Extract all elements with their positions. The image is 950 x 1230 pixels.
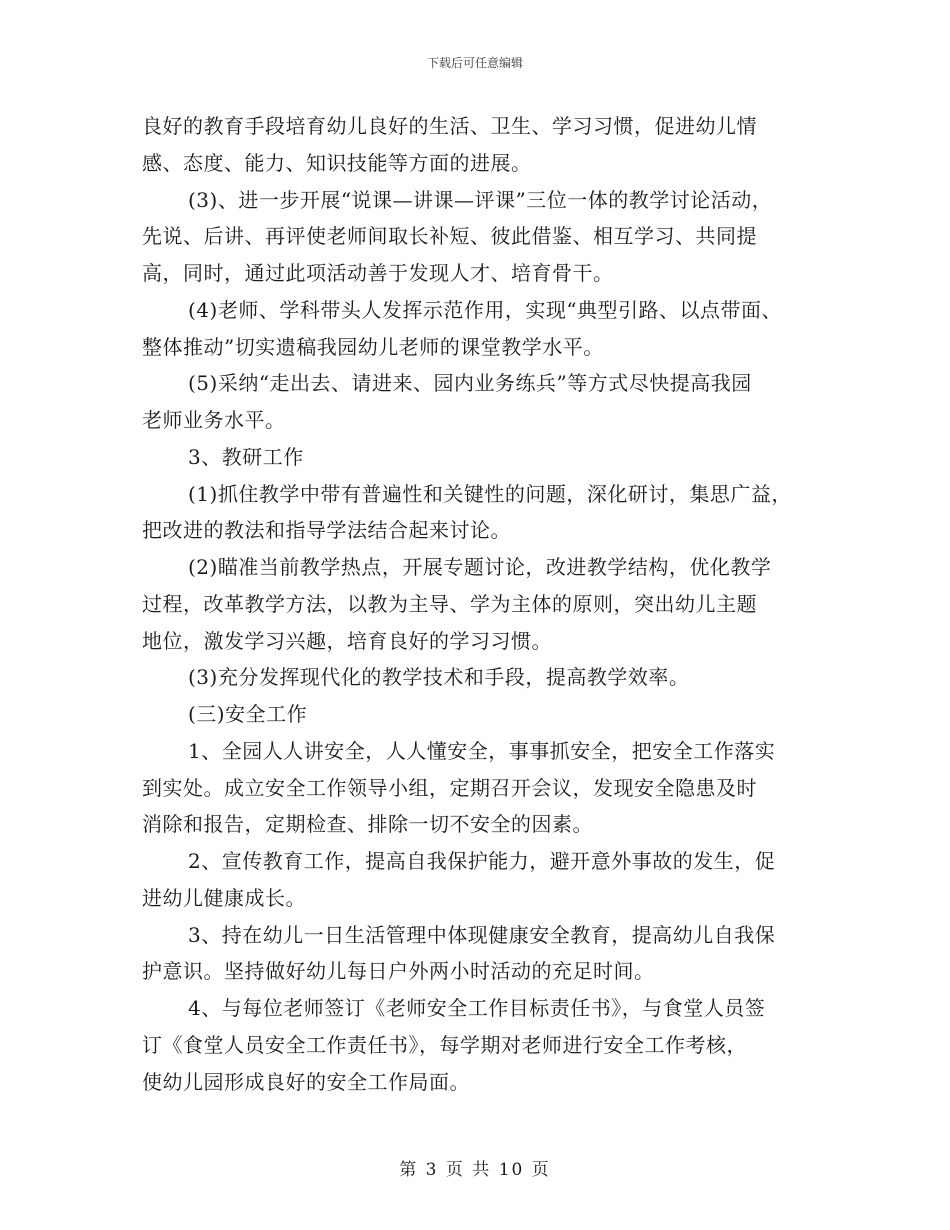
text-line: 1、全园人人讲安全，人人懂安全，事事抓安全，把安全工作落实: [188, 738, 776, 763]
document-body: [142, 108, 812, 1100]
text-line: (3)、进一步开展“说课—讲课—评课”三位一体的教学讨论活动，: [188, 187, 773, 212]
text-line: 护意识。坚持做好幼儿每日户外两小时活动的充足时间。: [142, 959, 655, 984]
text-line: 订《食堂人员安全工作责任书》，每学期对老师进行安全工作考核，: [142, 1032, 747, 1057]
text-line: (3)充分发挥现代化的教学技术和手段，提高教学效率。: [188, 665, 690, 690]
text-line: 消除和报告，定期检查、排除一切不安全的因素。: [142, 812, 593, 837]
text-line: 4、与每位老师签订《老师安全工作目标责任书》，与食堂人员签: [188, 996, 766, 1020]
text-line: (4)老师、学科带头人发挥示范作用，实现“典型引路、以点带面、: [188, 297, 783, 322]
text-line: 感、态度、能力、知识技能等方面的进展。: [142, 150, 532, 175]
text-line: (2)瞄准当前教学热点，开展专题讨论，改进教学结构，优化教学: [188, 555, 772, 579]
header-note: 下载后可任意编辑: [426, 56, 523, 70]
text-line: 使幼儿园形成良好的安全工作局面。: [142, 1069, 470, 1094]
text-line: 把改进的教法和指导学法结合起来讨论。: [142, 518, 511, 543]
text-line: 3、教研工作: [188, 444, 304, 469]
text-line: (1)抓住教学中带有普遍性和关键性的问题，深化研讨，集思广益，: [188, 481, 792, 506]
text-line: 高，同时，通过此项活动善于发现人才、培育骨干。: [142, 261, 614, 285]
text-line: 过程，改革教学方法，以教为主导、学为主体的原则，突出幼儿主题: [142, 591, 757, 616]
text-line: 先说、后讲、再评使老师间取长补短、彼此借鉴、相互学习、共同提: [142, 224, 757, 249]
text-line: 进幼儿健康成长。: [142, 885, 306, 910]
text-line: (5)采纳“走出去、请进来、园内业务练兵”等方式尽快提高我园: [188, 371, 752, 396]
text-line: 整体推动”切实遗稿我园幼儿老师的课堂教学水平。: [142, 334, 604, 359]
text-line: 地位，激发学习兴趣，培育良好的学习习惯。: [142, 628, 552, 653]
text-line: 老师业务水平。: [142, 408, 286, 432]
text-line: 2、宣传教育工作，提高自我保护能力，避开意外事故的发生，促: [188, 849, 776, 873]
text-line: 3、持在幼儿一日生活管理中体现健康安全教育，提高幼儿自我保: [188, 922, 776, 947]
text-line: (三)安全工作: [188, 702, 308, 726]
page-footer: 第 3 页 共 10 页: [399, 1160, 551, 1180]
text-line: 良好的教育手段培育幼儿良好的生活、卫生、学习习惯，促进幼儿情: [142, 114, 757, 138]
text-line: 到实处。成立安全工作领导小组，定期召开会议，发现安全隐患及时: [142, 775, 757, 800]
